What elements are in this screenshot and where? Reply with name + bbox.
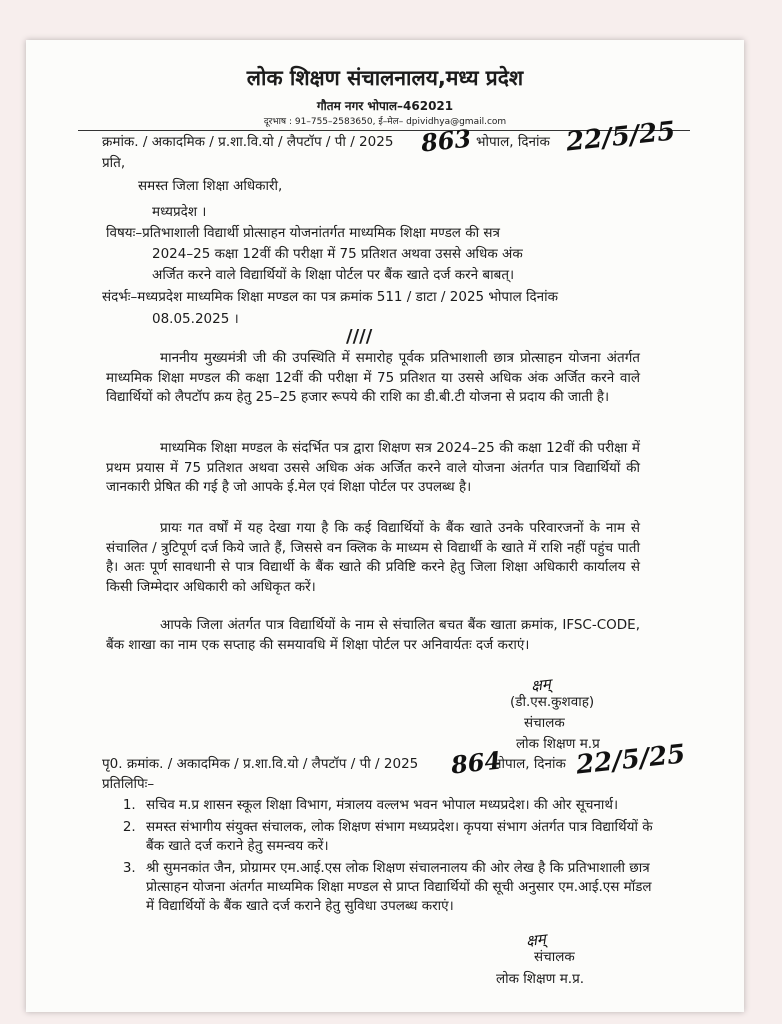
subject-line2: 2024–25 कक्षा 12वीं की परीक्षा में 75 प्रतिशत अथवा उससे अधिक अंक <box>152 246 523 262</box>
body-paragraph-3: प्रायः गत वर्षों में यह देखा गया है कि कई विद्यार्थियों के बैंक खाते उनके परिवारजनों के नाम से संचालित / त्रुटिपूर्ण दर्ज किये जाते हैं, जिससे वन क्लिक के माध्यम से विद्यार्थी के खाते में राशि नहीं पहुंच पाती है। अतः पूर्ण सावधानी से पात्र विद्यार्थी के बैंक खाते की प्रविष्टि करने हेतु जिला शिक्षा अधिकारी कार्यालय से किसी जिम्मेदार अधिकारी को अधिकृत करें। <box>106 520 640 595</box>
signatory-office: लोक शिक्षण म.प्र <box>516 736 600 752</box>
endorsement-handwritten-number: 864 <box>449 745 503 780</box>
signatory-designation-2: संचालक <box>534 949 575 965</box>
office-contact: दूरभाष : 91–755–2583650, ई–मेल– dpividhya@gmail.com <box>263 117 507 127</box>
place-date-label: भोपाल, दिनांक <box>476 134 550 150</box>
recipient-line1: समस्त जिला शिक्षा अधिकारी, <box>138 178 283 194</box>
reference-line2: 08.05.2025 । <box>152 311 239 327</box>
subject-line3: अर्जित करने वाले विद्यार्थियों के शिक्षा पोर्टल पर बैंक खाते दर्ज करने बाबत्। <box>152 267 515 283</box>
copy-item: 2. समस्त संभागीय संयुक्त संचालक, लोक शिक्षण संभाग मध्यप्रदेश। कृपया संभाग अंतर्गत पात्र विद्यार्थियों के बैंक खाते दर्ज कराने हेतु समन्वय करें। <box>140 818 660 856</box>
endorsement-place-date-label: भोपाल, दिनांक <box>492 756 566 772</box>
reference-line1: संदर्भः–मध्यप्रदेश माध्यमिक शिक्षा मण्डल का पत्र क्रमांक 511 / डाटा / 2025 भोपाल दिनांक <box>102 289 559 305</box>
body-paragraph-2: माध्यमिक शिक्षा मण्डल के संदर्भित पत्र द्वारा शिक्षण सत्र 2024–25 की कक्षा 12वीं की परीक्षा में प्रथम प्रयास में 75 प्रतिशत अथवा उससे अधिक अंक अर्जित करने वाले योजना अंतर्गत पात्र विद्यार्थियों की जानकारी प्रेषित की गई है जो आपके ई.मेल एवं शिक्षा पोर्टल पर उपलब्ध है। <box>106 440 640 495</box>
prati-label: प्रति, <box>102 155 126 171</box>
signatory-office-2: लोक शिक्षण म.प्र. <box>496 971 585 987</box>
signature-scribble-1: क्षम् <box>530 675 552 695</box>
subject-line1: विषयः–प्रतिभाशाली विद्यार्थी प्रोत्साहन योजनांतर्गत माध्यमिक शिक्षा मण्डल की सत्र <box>106 225 500 241</box>
handwritten-number: 863 <box>419 123 473 158</box>
recipient-line2: मध्यप्रदेश । <box>152 204 207 220</box>
handwritten-date: 22/5/25 <box>564 116 677 158</box>
copy-item: 1. सचिव म.प्र शासन स्कूल शिक्षा विभाग, मंत्रालय वल्लभ भवन भोपाल मध्यप्रदेश। की ओर सूचनार्थ। <box>140 796 660 815</box>
endorsement-number: पृ0. क्रमांक. / अकादमिक / प्र.शा.वि.यो / लैपटॉप / पी / 2025 <box>102 756 419 772</box>
letter-page <box>26 40 744 1012</box>
signature-scribble-2: क्षम् <box>525 930 547 950</box>
endorsement-handwritten-date: 22/5/25 <box>574 739 687 781</box>
signatory-name: (डी.एस.कुशवाह) <box>510 694 595 710</box>
copy-label: प्रतिलिपिः– <box>102 776 155 792</box>
letter-number: क्रमांक. / अकादमिक / प्र.शा.वि.यो / लैपटॉप / पी / 2025 <box>102 134 394 150</box>
office-address: गौतम नगर भोपाल–462021 <box>316 99 454 113</box>
separator-mark: //// <box>346 326 373 347</box>
signatory-designation: संचालक <box>524 715 565 731</box>
copy-list <box>120 796 660 919</box>
body-paragraph-1: माननीय मुख्यमंत्री जी की उपस्थिति में समारोह पूर्वक प्रतिभाशाली छात्र प्रोत्साहन योजना अंतर्गत माध्यमिक शिक्षा मण्डल की कक्षा 12वीं की परीक्षा में 75 प्रतिशत या उससे अधिक अंक अर्जित करने वाले विद्यार्थियों को लैपटॉप क्रय हेतु 25–25 हजार रूपये की राशि का डी.बी.टी योजना से प्रदाय की जाती है। <box>106 350 640 405</box>
copy-item: 3. श्री सुमनकांत जैन, प्रोग्रामर एम.आई.एस लोक शिक्षण संचालनालय की ओर लेख है कि प्रतिभाशाली छात्र प्रोत्साहन योजना अंतर्गत माध्यमिक शिक्षा मण्डल से प्राप्त विद्यार्थियों की सूची अनुसार एम.आई.एस मॉडल में विद्यार्थियों के बैंक खाते दर्ज कराने हेतु सुविधा उपलब्ध कराएं। <box>140 859 660 916</box>
body-paragraph-4: आपके जिला अंतर्गत पात्र विद्यार्थियों के नाम से संचालित बचत बैंक खाता क्रमांक, IFSC-CODE, बैंक शाखा का नाम एक सप्ताह की समयावधि में शिक्षा पोर्टल पर अनिवार्यतः दर्ज कराएं। <box>106 617 640 653</box>
office-title: लोक शिक्षण संचालनालय,मध्य प्रदेश <box>246 66 524 90</box>
